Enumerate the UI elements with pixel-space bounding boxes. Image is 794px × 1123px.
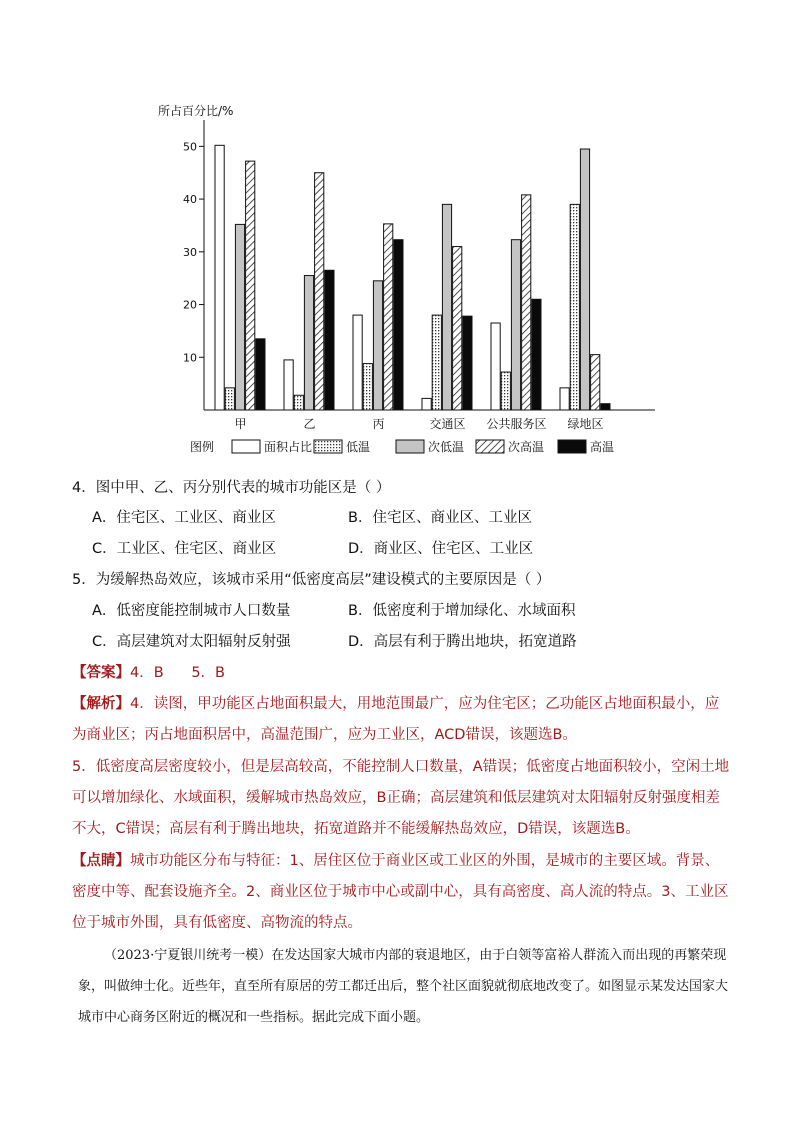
legend-label-4: 高温 <box>590 440 615 454</box>
bar-2-3 <box>384 224 393 410</box>
q4-option-c: C．工业区、住宅区、商业区 <box>92 541 277 557</box>
bar-0-0 <box>215 145 224 410</box>
legend-swatch-0 <box>232 440 260 453</box>
x-category-label-3: 交通区 <box>429 417 466 431</box>
next-question-intro: （2023·宁夏银川统考一模）在发达国家大城市内部的衰退地区，由于白领等富裕人群流入而出现的再繁荣现象，叫做绅士化。近些年，直至所有原居的劳工都迁出后，整个社区面貌就彻底地改变了。如图显示某发达国家大城市中心商务区附近的概况和一些指标。据此完成下面小题。 <box>78 948 729 1025</box>
x-category-label-4: 公共服务区 <box>486 417 547 431</box>
points-tag: 【点睛】 <box>72 853 130 869</box>
bar-3-3 <box>453 247 462 410</box>
bar-3-2 <box>442 204 451 410</box>
key-points <box>72 846 732 939</box>
q4-option-d: D．商业区、住宅区、工业区 <box>348 541 534 557</box>
q4-option-a: A．住宅区、工业区、商业区 <box>92 510 276 526</box>
question-4-stem: 4．图中甲、乙、丙分别代表的城市功能区是（ ） <box>72 480 391 496</box>
bar-1-1 <box>294 395 303 410</box>
bar-chart <box>0 0 794 470</box>
y-tick-label-4: 50 <box>183 140 197 154</box>
y-axis-label: 所占百分比/% <box>158 104 234 118</box>
bar-1-2 <box>304 276 313 410</box>
bar-3-4 <box>463 316 472 410</box>
answer-tag: 【答案】 <box>72 665 130 681</box>
bar-5-0 <box>560 388 569 410</box>
bar-2-2 <box>373 281 382 410</box>
bar-4-2 <box>511 240 520 410</box>
bar-0-3 <box>246 161 255 410</box>
answer-text: 4．B 5．B <box>130 665 226 681</box>
y-tick-label-2: 30 <box>183 245 197 259</box>
bar-1-4 <box>325 270 334 410</box>
legend-title: 图例 <box>190 440 215 454</box>
bar-5-4 <box>601 404 610 410</box>
legend-label-2: 次低温 <box>428 440 465 454</box>
y-tick-label-0: 10 <box>183 351 197 365</box>
bar-0-4 <box>256 339 265 410</box>
bar-3-1 <box>432 315 441 410</box>
answer-line <box>72 663 225 683</box>
x-category-label-5: 绿地区 <box>567 417 604 431</box>
legend-label-0: 面积占比 <box>264 440 313 454</box>
q5-option-a: A．低密度能控制城市人口数量 <box>92 603 291 619</box>
y-tick-label-3: 40 <box>183 193 197 207</box>
bar-5-2 <box>580 149 589 410</box>
bar-2-1 <box>363 364 372 410</box>
points-text: 城市功能区分布与特征：1、居住区位于商业区或工业区的外围，是城市的主要区域。背景、密度中等、配套设施齐全。2、商业区位于城市中心或副中心，具有高密度、高人流的特点。3、工业区位于城市外围，具有低密度、高物流的特点。 <box>72 853 729 931</box>
bar-3-0 <box>422 398 431 410</box>
legend-swatch-4 <box>558 440 586 453</box>
bar-0-1 <box>225 388 234 410</box>
x-category-label-0: 甲 <box>234 417 247 431</box>
legend-label-3: 次高温 <box>508 440 545 454</box>
analysis-q5-text: 5．低密度高层密度较小，但是层高较高，不能控制人口数量，A错误；低密度占地面积较小，空闲土地可以增加绿化、水域面积，缓解城市热岛效应，B正确；高层建筑和低层建筑对太阳辐射反射强度相差不大，C错误；高层有利于腾出地块，拓宽道路并不能缓解热岛效应，D错误，该题选B。 <box>72 759 730 837</box>
legend-swatch-1 <box>314 440 342 453</box>
x-category-label-2: 丙 <box>372 417 385 431</box>
analysis-q4-text: 4．读图，甲功能区占地面积最大，用地范围最广，应为住宅区；乙功能区占地面积最小，应为商业区；丙占地面积居中，高温范围广，应为工业区，ACD错误，该题选B。 <box>72 696 720 743</box>
legend-label-1: 低温 <box>346 440 371 454</box>
q4-option-b: B．住宅区、商业区、工业区 <box>348 510 532 526</box>
bar-1-0 <box>284 360 293 410</box>
bar-1-3 <box>315 173 324 410</box>
bar-4-3 <box>522 195 531 410</box>
legend-swatch-3 <box>476 440 504 453</box>
x-category-label-1: 乙 <box>303 417 316 431</box>
bar-0-2 <box>235 224 244 410</box>
bar-4-4 <box>532 299 541 410</box>
question-5-stem: 5．为缓解热岛效应，该城市采用“低密度高层”建设模式的主要原因是（ ） <box>72 572 551 588</box>
q5-option-c: C．高层建筑对太阳辐射反射强 <box>92 634 291 650</box>
bar-2-0 <box>353 315 362 410</box>
bar-5-1 <box>570 204 579 410</box>
bar-4-0 <box>491 323 500 410</box>
analysis-q4 <box>72 689 732 751</box>
q5-option-d: D．高层有利于腾出地块，拓宽道路 <box>348 634 577 650</box>
legend-swatch-2 <box>396 440 424 453</box>
bar-5-3 <box>591 355 600 410</box>
bar-2-4 <box>394 240 403 410</box>
bar-4-1 <box>501 372 510 410</box>
y-tick-label-1: 20 <box>183 298 197 312</box>
analysis-tag: 【解析】 <box>72 696 130 712</box>
q5-option-b: B．低密度利于增加绿化、水域面积 <box>348 603 576 619</box>
